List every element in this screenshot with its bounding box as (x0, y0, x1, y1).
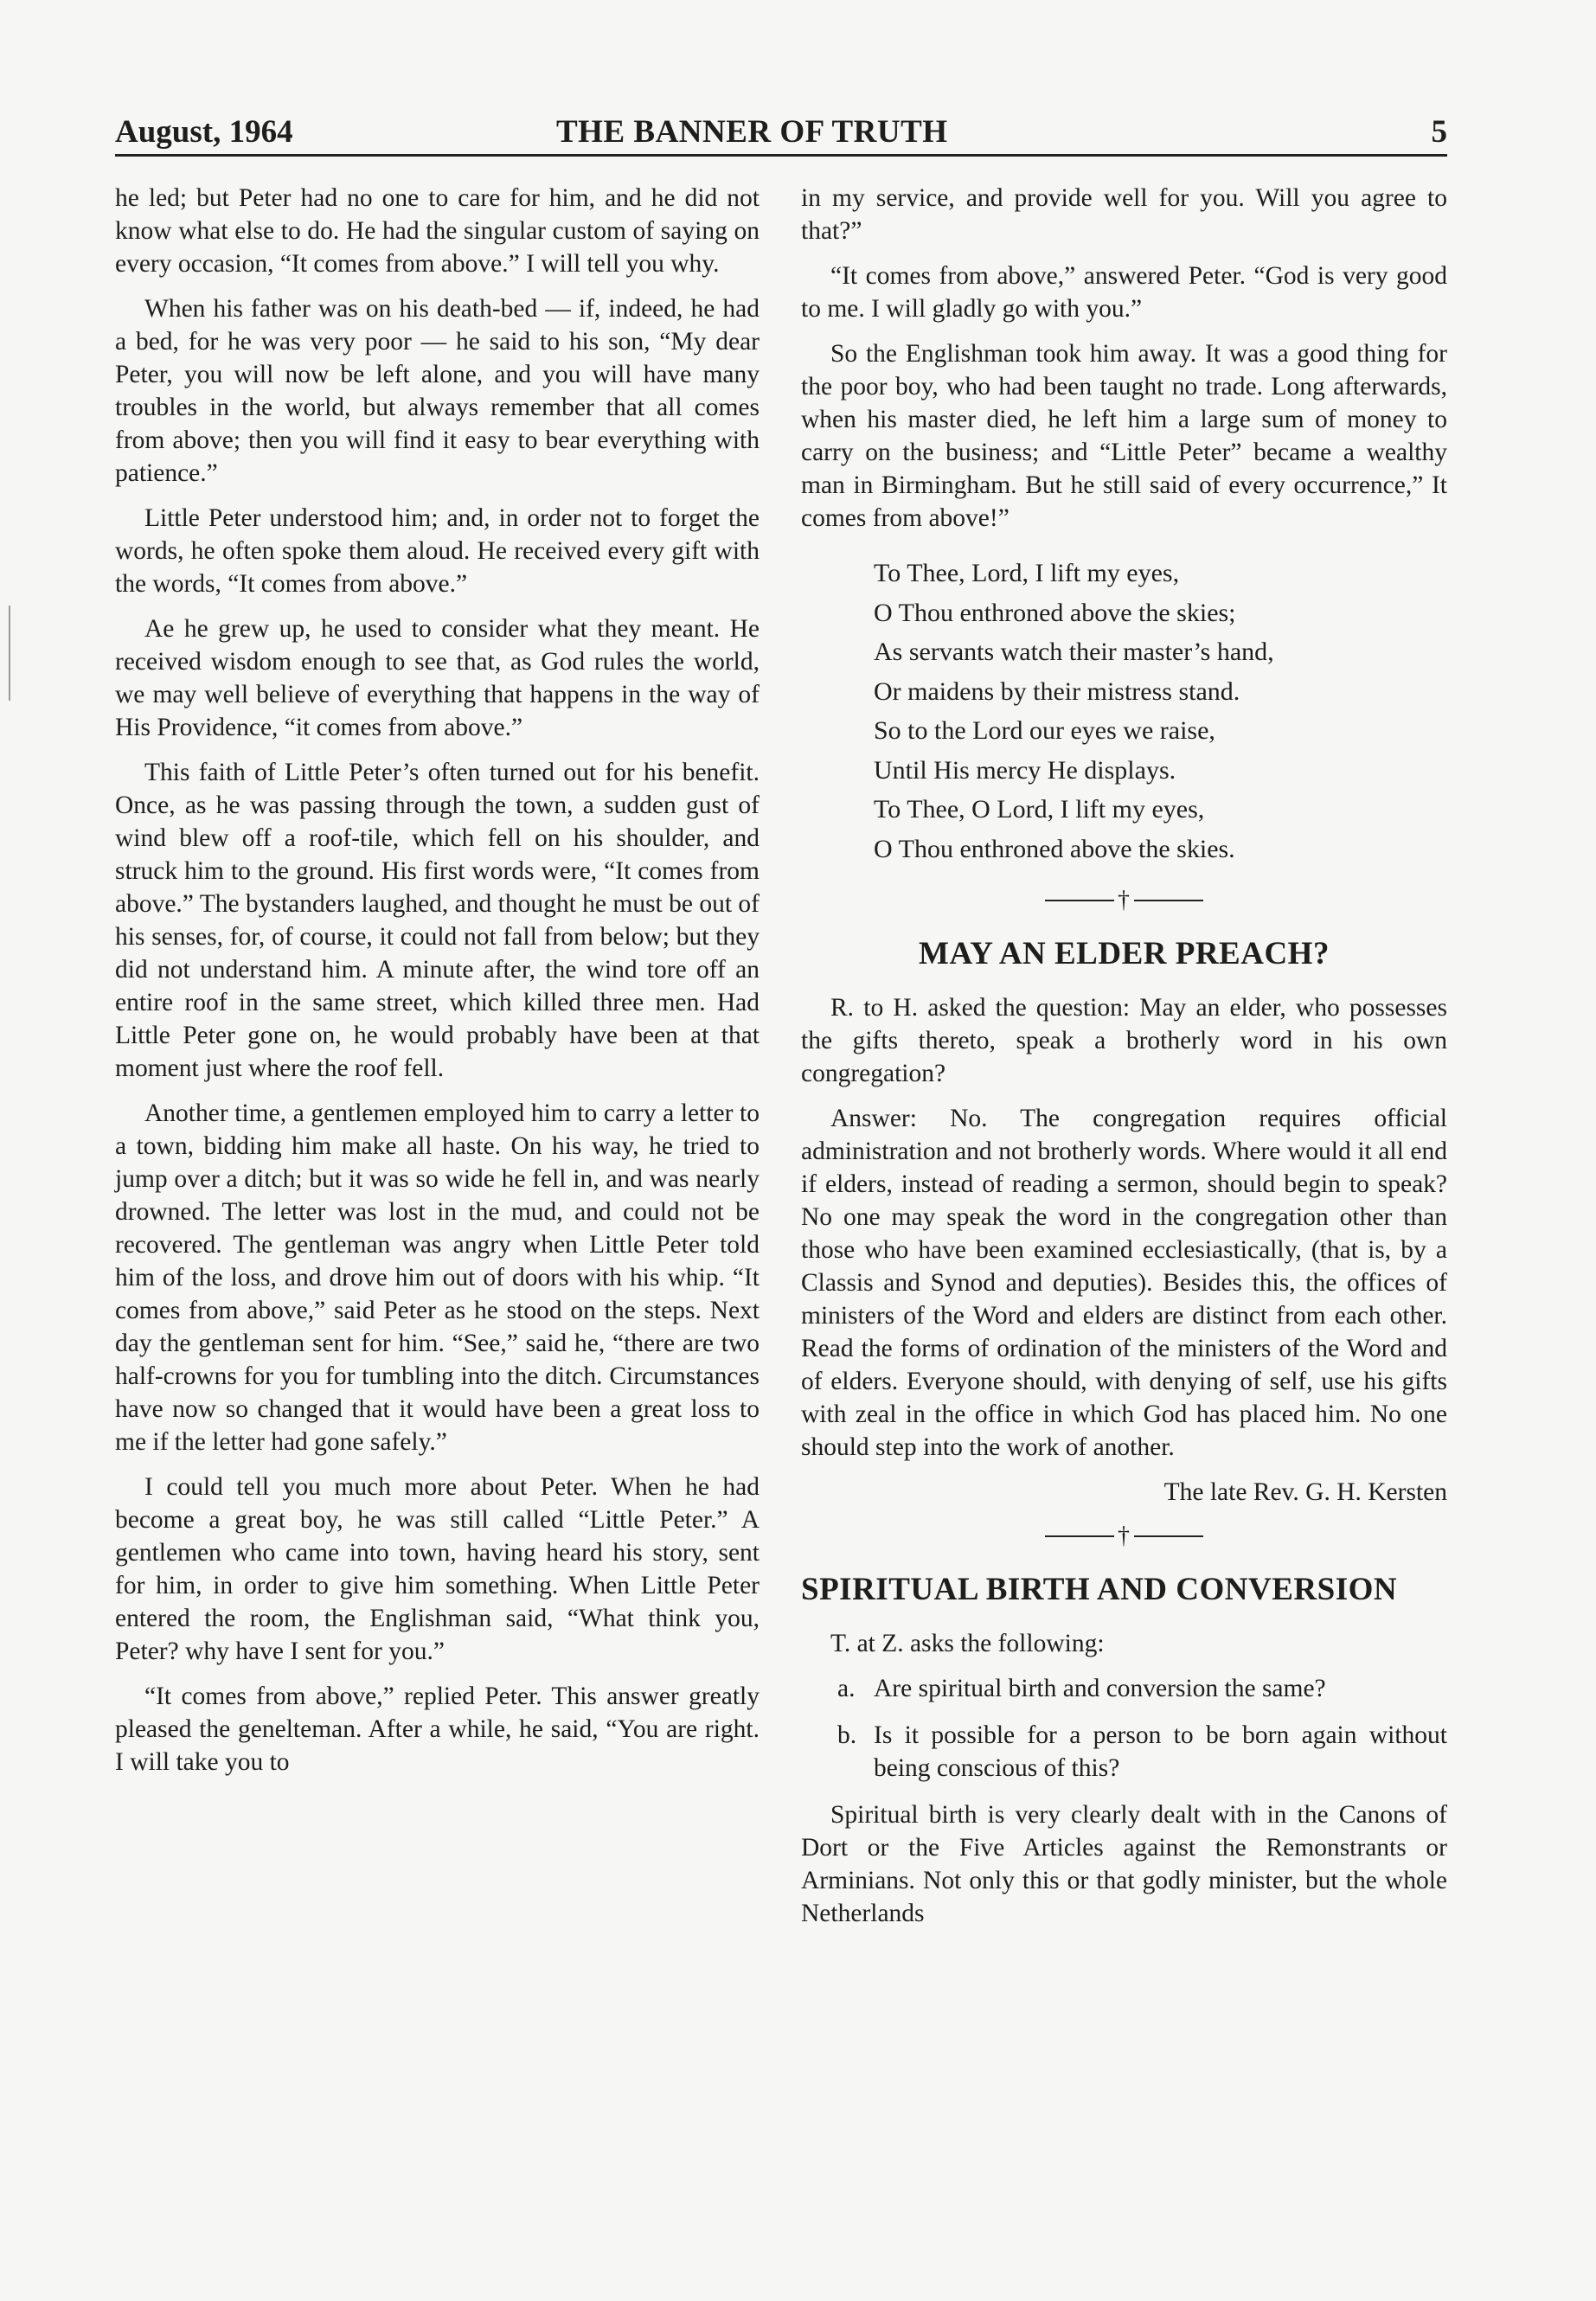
paragraph: Another time, a gentlemen employed him to carry a letter to a town, bidding him make all haste. On his way, he tried to jump over a ditch; but it was so wide he fell in, and was nearly drowned. The letter was lost in the mud, and could not be recovered. The gentleman was angry when Little Peter told him of the loss, and drove him out of doors with his whip. “It comes from above,” said Peter as he stood on the steps. Next day the gentleman sent for him. “See,” said he, “there are two half-crowns for you for tumbling into the ditch. Circumstances have now so changed that it would have been a great loss to me if the letter had gone safely.” (115, 1099, 760, 1456)
author-signature: The late Rev. G. H. Kersten (1163, 1477, 1447, 1506)
paragraph: he led; but Peter had no one to care for him, and he did not know what else to do. He had the singular custom of saying on every occasion, “It comes from above.” I will tell you why. (115, 184, 760, 278)
paragraph: Little Peter understood him; and, in order not to forget the words, he often spoke them aloud. He received every gift with the words, “It comes from above.” (115, 504, 760, 598)
dagger-glyph: † (1118, 1522, 1131, 1550)
poem-line: Until His mercy He displays. (874, 755, 1176, 785)
paragraph: Answer: No. The congregation requires official administration and not brotherly words. Where would it all end if elders, instead of reading a sermon, should begin to speak? No one may speak the word in the congregation other than those who have been examined ecclesiastically, (that is, by a Classis and Synod and deputies). Besides this, the offices of ministers of the Word and elders are distinct from each other. Read the forms of ordination of the ministers of the Word and of elders. Everyone should, with denying of self, use his gifts with zeal in the office in which God has placed him. No one should step into the work of another. (801, 1104, 1447, 1461)
paragraph: Spiritual birth is very clearly dealt with in the Canons of Dort or the Five Articles against the Remonstrants or Arminians. Not only this or that godly minister, but the whole Netherlands (801, 1801, 1447, 1928)
poem (874, 554, 1447, 868)
poem-line: So to the Lord our eyes we raise, (874, 716, 1215, 745)
poem-line: To Thee, Lord, I lift my eyes, (874, 559, 1180, 587)
page-number: 5 (1431, 114, 1447, 150)
left-column (115, 182, 760, 1791)
section-separator (801, 1519, 1447, 1554)
paragraph: T. at Z. asks the following: (830, 1630, 1105, 1658)
poem-line: Or maidens by their mistress stand. (874, 676, 1240, 706)
header-title: THE BANNER OF TRUTH (556, 114, 948, 150)
poem-line: To Thee, O Lord, I lift my eyes, (874, 795, 1205, 824)
page-header (115, 112, 1447, 157)
paragraph: “It comes from above,” replied Peter. This answer greatly pleased the genelteman. After a while, he said, “You are right. I will take you to (115, 1682, 760, 1776)
paragraph: So the Englishman took him away. It was a good thing for the poor boy, who had been taught no trade. Long afterwards, when his master died, he left him a large sum of money to carry on the business; and “Little Peter” became a wealthy man in Birmingham. But he still said of every occurrence,” It comes from above!” (801, 340, 1447, 532)
paragraph: in my service, and provide well for you. Will you agree to that?” (801, 184, 1447, 245)
poem-line: O Thou enthroned above the skies. (874, 834, 1235, 863)
paragraph: Ae he grew up, he used to consider what they meant. He received wisdom enough to see that, as God rules the world, we may well believe of everything that happens in the way of His Providence, “it comes from above.” (115, 615, 760, 741)
question-text: Are spiritual birth and conversion the same? (874, 1675, 1326, 1703)
question-label: b. (837, 1721, 857, 1750)
section-heading-spiritual-birth: SPIRITUAL BIRTH AND CONVERSION (801, 1572, 1398, 1608)
paragraph: I could tell you much more about Peter. When he had become a great boy, he was still called “Little Peter.” A gentlemen who came into town, having heard his story, sent for him, in order to give him something. When Little Peter entered the room, the Englishman said, “What think you, Peter? why have I sent for you.” (115, 1473, 760, 1665)
dagger-glyph: † (1118, 886, 1131, 913)
paragraph: R. to H. asked the question: May an elder, who possesses the gifts thereto, speak a brotherly word in his own congregation? (801, 993, 1447, 1087)
right-column (801, 182, 1447, 1942)
section-separator (801, 882, 1447, 917)
paragraph: When his father was on his death-bed — if, indeed, he had a bed, for he was very poor — he said to his son, “My dear Peter, you will now be left alone, and you will have many troubles in the world, but always remember that all comes from above; then you will find it easy to bear everything with patience.” (115, 295, 760, 487)
question-item (837, 1719, 1447, 1785)
scan-margin-mark (0, 606, 10, 701)
header-date: August, 1964 (115, 114, 293, 150)
paragraph: This faith of Little Peter’s often turned out for his benefit. Once, as he was passing through the town, a sudden gust of wind blew off a roof-tile, which fell on his shoulder, and struck him to the ground. His first words were, “It comes from above.” The bystanders laughed, and thought he must be out of his senses, for, of course, it could not fall from below; but they did not understand him. A minute after, the wind tore off an entire roof in the same street, which killed three men. Had Little Peter gone on, he would probably have been at that moment just where the roof fell. (115, 759, 760, 1082)
question-label: a. (837, 1675, 856, 1703)
question-item (837, 1672, 1447, 1705)
poem-line: O Thou enthroned above the skies; (874, 598, 1236, 627)
paragraph: “It comes from above,” answered Peter. “God is very good to me. I will gladly go with you.” (801, 262, 1447, 323)
section-heading-elder: MAY AN ELDER PREACH? (919, 935, 1330, 971)
poem-line: As servants watch their master’s hand, (874, 638, 1274, 666)
question-text: Is it possible for a person to be born again without being conscious of this? (874, 1721, 1447, 1783)
